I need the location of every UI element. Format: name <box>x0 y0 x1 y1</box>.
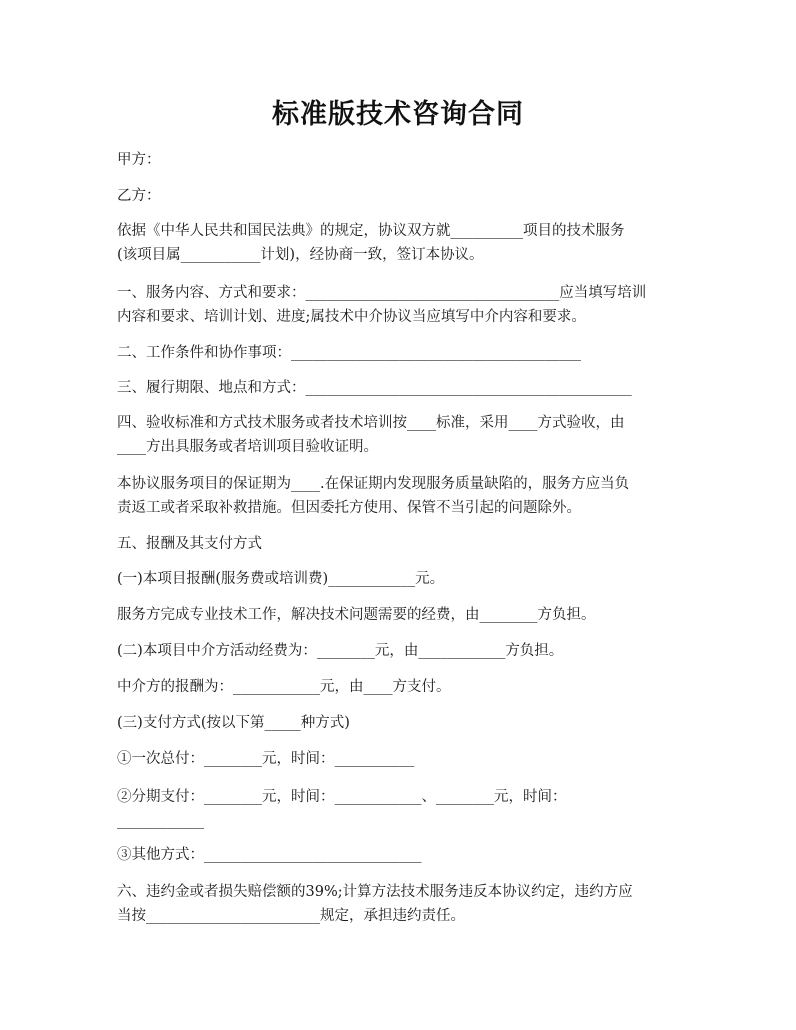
text-line: 二、工作条件和协作事项：________________________________________ <box>117 345 581 361</box>
text-line: 服务方完成专业技术工作，解决技术问题需要的经费，由________方负担。 <box>117 607 596 623</box>
text-line: 中介方的报酬为：____________元，由____方支付。 <box>117 679 451 695</box>
fee-item-1 <box>117 567 687 591</box>
text-line: 依据《中华人民共和国民法典》的规定，协议双方就__________项目的技术服务 <box>117 223 625 239</box>
basis-paragraph <box>117 219 687 267</box>
fee-item-2 <box>117 639 687 663</box>
text-line: 乙方： <box>117 188 161 204</box>
text-line: 内容和要求、培训计划、进度;属技术中介协议当应填写中介内容和要求。 <box>117 309 586 325</box>
expense-paragraph <box>117 603 687 627</box>
section-1-service-content <box>117 281 687 329</box>
text-line: 一、服务内容、方式和要求：___________________________________应当填写培训 <box>117 285 647 301</box>
text-line: 五、报酬及其支付方式 <box>117 536 262 552</box>
text-line: 甲方： <box>117 152 161 168</box>
party-a-line <box>117 148 687 172</box>
text-line: (三)支付方式(按以下第_____种方式) <box>117 715 350 731</box>
text-line: ____方出具服务或者培训项目验收证明。 <box>117 439 378 455</box>
text-line: 四、验收标准和方式技术服务或者技术培训按____标准，采用____方式验收，由 <box>117 415 625 431</box>
section-4-acceptance <box>117 411 687 459</box>
section-5-heading <box>117 532 687 556</box>
warranty-paragraph <box>117 472 687 520</box>
text-line: ____________ <box>117 813 204 829</box>
document-title: 标准版技术咨询合同 <box>272 99 524 130</box>
text-line: (该项目属___________计划)，经协商一致，签订本协议。 <box>117 247 484 263</box>
text-line: ③其他方式：______________________________ <box>117 847 422 863</box>
text-line: ①一次总付：________元，时间：___________ <box>117 751 415 767</box>
text-line: 当按________________________规定，承担违约责任。 <box>117 908 465 924</box>
section-3-performance-term <box>117 376 687 400</box>
text-line: ②分期支付：________元，时间：____________、________元，时间： <box>117 789 567 805</box>
text-line: 本协议服务项目的保证期为____.在保证期内发现服务质量缺陷的，服务方应当负 <box>117 476 630 492</box>
text-line: (一)本项目报酬(服务费或培训费)____________元。 <box>117 571 445 587</box>
section-6-liquidated-damages <box>117 880 687 928</box>
payment-option-2 <box>117 785 687 833</box>
party-b-line <box>117 184 687 208</box>
intermediary-fee <box>117 675 687 699</box>
section-2-work-conditions <box>117 341 687 365</box>
payment-option-3 <box>117 843 687 867</box>
payment-option-1 <box>117 747 687 771</box>
payment-method-heading <box>117 711 687 735</box>
text-line: 六、违约金或者损失赔偿额的39%;计算方法技术服务违反本协议约定，违约方应 <box>117 884 633 900</box>
text-line: 责返工或者采取补救措施。但因委托方使用、保管不当引起的问题除外。 <box>117 500 581 516</box>
text-line: 三、履行期限、地点和方式：_____________________________________________ <box>117 380 632 396</box>
text-line: (二)本项目中介方活动经费为：________元，由____________方负担。 <box>117 643 564 659</box>
